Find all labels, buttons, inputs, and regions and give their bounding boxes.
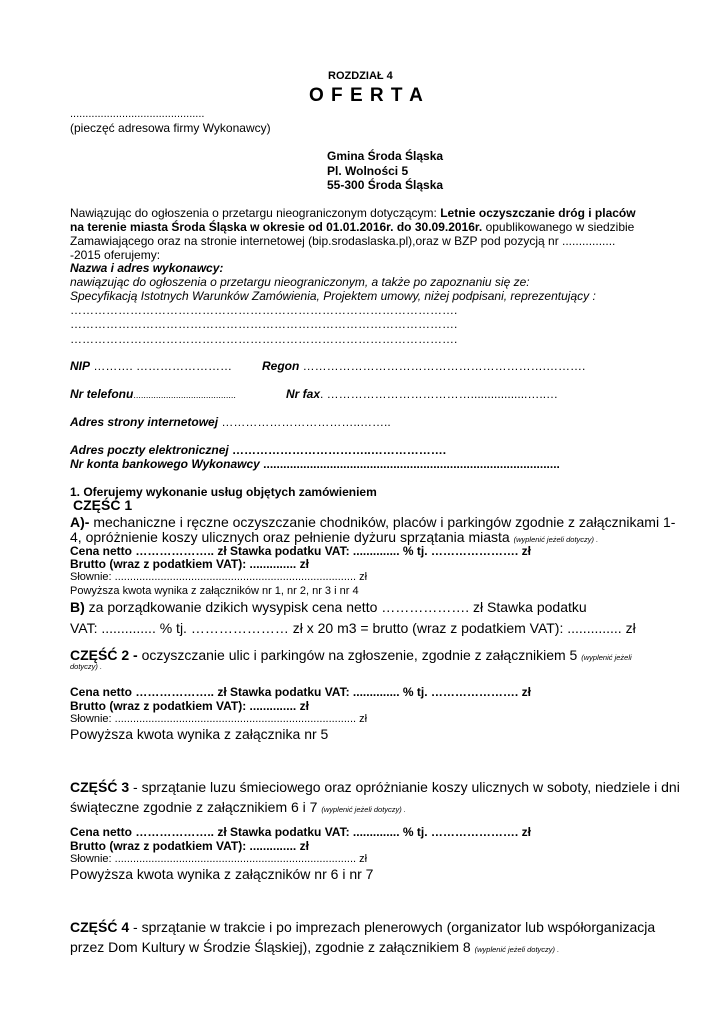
part-3-sum-note: Powyższa kwota wynika z załączników nr 6 i nr 7: [70, 866, 374, 882]
contractor-dots-line-1: …………………………………………………………………………………….: [70, 303, 458, 317]
part-1-a-line-2: 4, opróżnienie koszy ulicznych oraz pełnienie dyżuru sprzątania miasta (wyplenić jeżeli dotyczy) .: [70, 529, 599, 545]
website-field: Adres strony internetowej ……………………………..……..: [70, 415, 391, 429]
chapter-label: ROZDZIAŁ 4: [328, 70, 393, 82]
recipient-line-3: 55-300 Środa Śląska: [327, 178, 444, 192]
part-1-a-line-1: A)- mechaniczne i ręczne oczyszczanie chodników, placów i parkingów zgodnie z załącznikami 1-: [70, 514, 676, 530]
offer-heading: 1. Oferujemy wykonanie usług objętych zamówieniem: [70, 485, 377, 499]
part-3-in-words: Słownie: ............................................................................... zł: [70, 853, 368, 865]
intro-line-1: Nawiązując do ogłoszenia o przetargu nieograniczonym dotyczącym: Letnie oczyszczanie dróg i placów: [70, 206, 636, 220]
intro-line-6: Specyfikacją Istotnych Warunków Zamówienia, Projektem umowy, niżej podpisani, reprezentujący :: [70, 289, 596, 303]
part-2-net-price: Cena netto ……………….. zł Stawka podatku VAT: .............. % tj. …………………. zł: [70, 685, 531, 699]
part-2-note: dotyczy) .: [70, 662, 103, 671]
regon-field: Regon …………………………………………………….……….: [262, 359, 586, 373]
part-1-in-words: Słownie: ............................................................................... zł: [70, 571, 368, 583]
part-1-b-line-1: B) za porządkowanie dzikich wysypisk cena netto ………………. zł Stawka podatku: [70, 599, 587, 615]
part-2-sum-note: Powyższa kwota wynika z załącznika nr 5: [70, 726, 329, 742]
part-1-sum-note: Powyższa kwota wynika z załączników nr 1, nr 2, nr 3 i nr 4: [70, 585, 359, 597]
contractor-dots-line-3: …………………………………………………………………………………….: [70, 332, 458, 346]
part-2-in-words: Słownie: ............................................................................... zł: [70, 713, 368, 725]
part-1-gross-price: Brutto (wraz z podatkiem VAT): .............. zł: [70, 557, 309, 571]
part-3-line-1: CZĘŚĆ 3 - sprzątanie luzu śmieciowego oraz opróżnianie koszy ulicznych w soboty, niedziele i dni: [70, 779, 680, 795]
part-3-net-price: Cena netto ……………….. zł Stawka podatku VAT: .............. % tj. …………………. zł: [70, 825, 531, 839]
part-2-gross-price: Brutto (wraz z podatkiem VAT): .............. zł: [70, 699, 309, 713]
email-field: Adres poczty elektronicznej ……………………………..……………….: [70, 443, 447, 457]
document-title: O F E R T A: [309, 85, 424, 106]
recipient-line-1: Gmina Środa Śląska: [327, 149, 444, 163]
intro-line-5: nawiązując do ogłoszenia o przetargu nieograniczonym, a także po zapoznaniu się ze:: [70, 275, 530, 289]
part-1-net-price: Cena netto ……………….. zł Stawka podatku VAT: .............. % tj. …………………. zł: [70, 544, 531, 558]
part-1-b-line-2: VAT: .............. % tj. ………………… zł x 20 m3 = brutto (wraz z podatkiem VAT): .............. zł: [70, 620, 636, 636]
part-2-line-1: CZĘŚĆ 2 - oczyszczanie ulic i parkingów na zgłoszenie, zgodnie z załącznikiem 5 (wyplenić jeżeli: [70, 647, 632, 663]
part-1-label: CZĘŚĆ 1: [73, 497, 133, 513]
stamp-caption: (pieczęć adresowa firmy Wykonawcy): [70, 121, 271, 135]
contractor-name-label: Nazwa i adres wykonawcy:: [70, 261, 224, 275]
intro-line-2: na terenie miasta Środa Śląska w okresie od 01.01.2016r. do 30.09.2016r. opublikowanego w siedzibie: [70, 220, 635, 234]
fax-field: Nr fax. ……………………………….................…..…: [286, 387, 559, 401]
part-3-gross-price: Brutto (wraz z podatkiem VAT): .............. zł: [70, 839, 309, 853]
stamp-dots: ............................................: [70, 108, 205, 120]
intro-line-4: -2015 oferujemy:: [70, 248, 161, 262]
intro-line-3: Zamawiającego oraz na stronie internetowej (bip.srodaslaska.pl),oraz w BZP pod pozycją nr ................: [70, 234, 616, 248]
phone-field: Nr telefonu.........................................: [70, 387, 236, 401]
part-4-line-2: przez Dom Kultury w Środzie Śląskiej), zgodnie z załącznikiem 8 (wyplenić jeżeli dotyczy) .: [70, 939, 560, 955]
bank-account-field: Nr konta bankowego Wykonawcy .........................................................................................: [70, 457, 560, 471]
nip-field: NIP ………. ……………………: [70, 359, 233, 373]
part-3-line-2: świąteczne zgodnie z załącznikiem 6 i 7 (wyplenić jeżeli dotyczy) .: [70, 799, 406, 815]
part-4-line-1: CZĘŚĆ 4 - sprzątanie w trakcie i po imprezach plenerowych (organizator lub współorganizacja: [70, 919, 656, 935]
contractor-dots-line-2: …………………………………………………………………………………….: [70, 317, 458, 331]
recipient-line-2: Pl. Wolności 5: [327, 164, 409, 178]
